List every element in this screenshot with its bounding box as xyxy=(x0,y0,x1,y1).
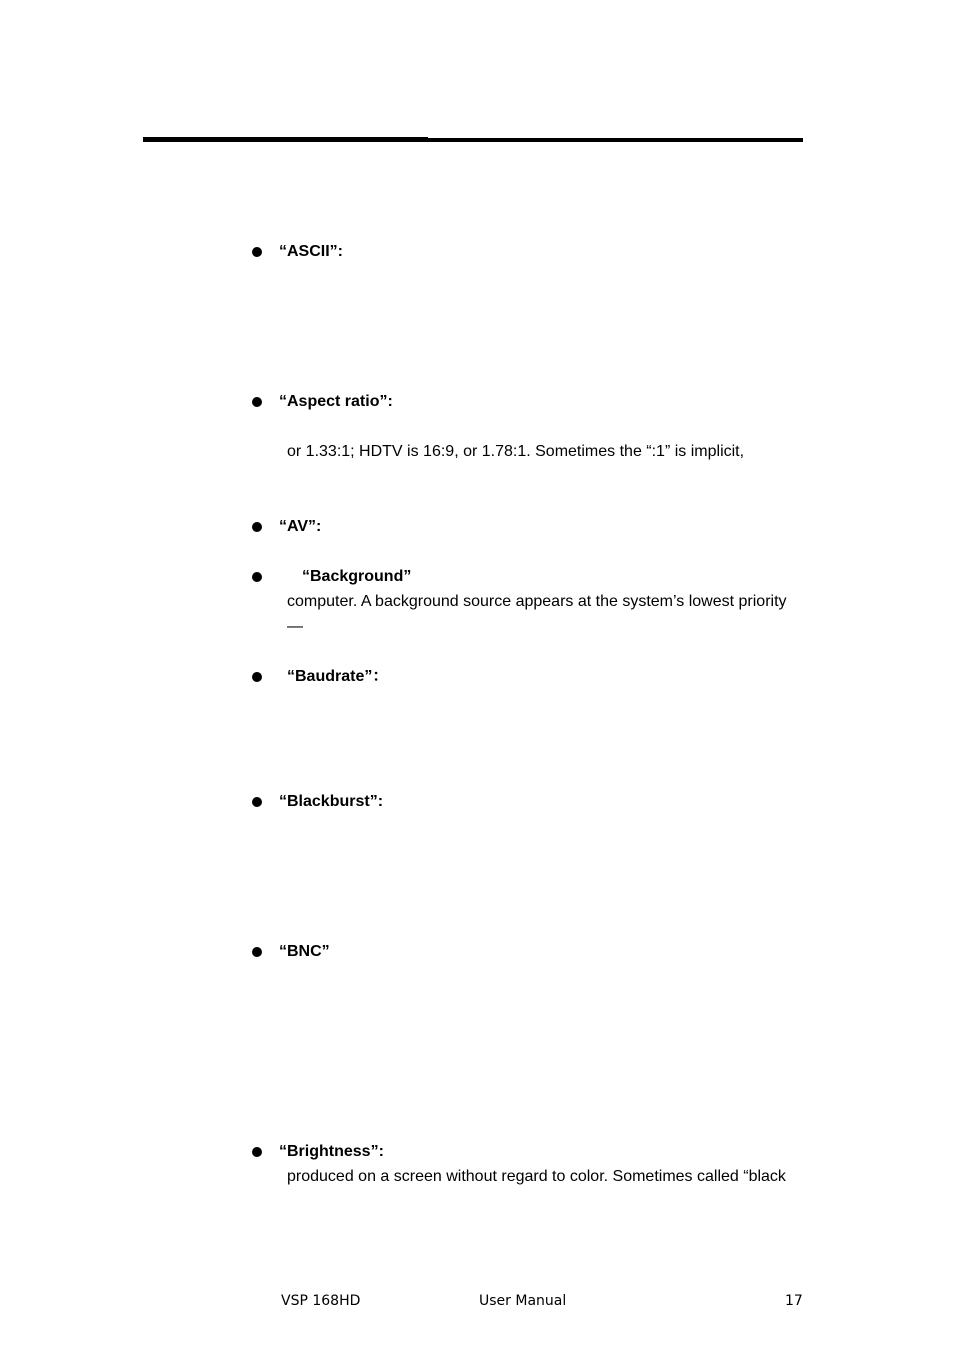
bullet-icon xyxy=(252,947,262,957)
term-av: “AV”: xyxy=(279,518,322,535)
bullet-icon xyxy=(252,522,262,532)
footer-model: VSP 168HD xyxy=(281,1293,361,1309)
definition-aspect-ratio-line: or 1.33:1; HDTV is 16:9, or 1.78:1. Sometimes the “:1” is implicit, xyxy=(287,443,745,460)
term-background: “Background” xyxy=(302,568,412,585)
term-ascii: “ASCII”: xyxy=(279,243,343,260)
term-aspect-ratio: “Aspect ratio”: xyxy=(279,393,393,410)
definition-brightness-line: produced on a screen without regard to color. Sometimes called “black xyxy=(287,1168,786,1185)
header-rule-right-segment xyxy=(376,138,803,142)
term-bnc: “BNC” xyxy=(279,943,330,960)
term-blackburst: “Blackburst”: xyxy=(279,793,384,810)
definition-background-line: computer. A background source appears at the system’s lowest priority xyxy=(287,593,787,610)
term-brightness: “Brightness”: xyxy=(279,1143,384,1160)
bullet-icon xyxy=(252,1147,262,1157)
bullet-icon xyxy=(252,247,262,257)
bullet-icon xyxy=(252,797,262,807)
term-baudrate: “Baudrate”： xyxy=(287,668,389,685)
footer-page-number: 17 xyxy=(785,1293,803,1309)
definition-background-line: — xyxy=(287,618,303,635)
bullet-icon xyxy=(252,572,262,582)
footer-doc-title: User Manual xyxy=(479,1293,567,1309)
bullet-icon xyxy=(252,397,262,407)
bullet-icon xyxy=(252,672,262,682)
